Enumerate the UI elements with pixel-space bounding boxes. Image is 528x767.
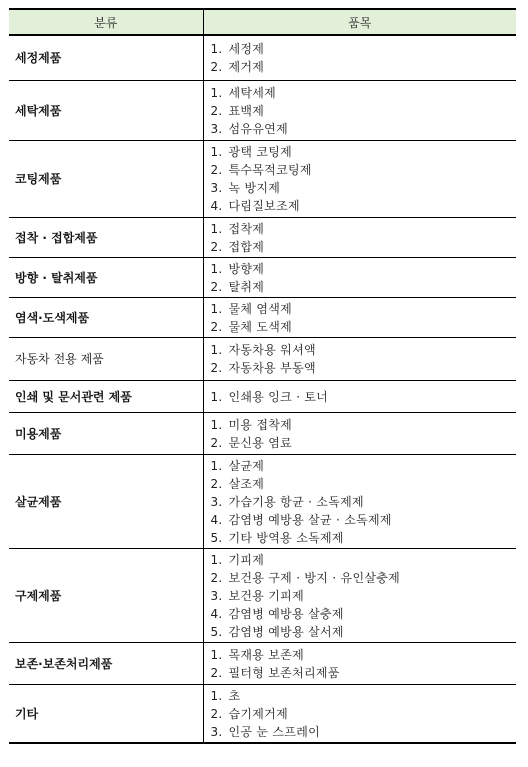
item-number: 5. xyxy=(210,530,223,545)
item-label: 제거제 xyxy=(228,60,265,75)
table-row xyxy=(9,35,516,80)
item-label: 목재용 보존제 xyxy=(228,647,304,662)
item-label: 살조제 xyxy=(228,476,265,491)
item-number: 2. xyxy=(210,665,223,680)
item-number: 4. xyxy=(210,606,223,621)
item-number: 1. xyxy=(210,458,223,473)
item-number: 2. xyxy=(210,163,223,177)
table-row xyxy=(9,80,516,140)
item-entry xyxy=(211,605,517,623)
items-cell xyxy=(203,548,516,642)
category-cell: 염색·도색제품 xyxy=(9,297,203,337)
items-cell xyxy=(203,454,516,548)
items-cell xyxy=(203,140,516,217)
item-label: 초 xyxy=(228,688,241,703)
item-entry xyxy=(211,260,517,278)
item-entry xyxy=(211,551,517,569)
item-entry xyxy=(211,300,517,318)
item-number: 2. xyxy=(210,239,223,254)
item-number: 2. xyxy=(210,103,223,118)
item-number: 1. xyxy=(210,145,223,159)
item-number: 2. xyxy=(210,319,223,334)
item-label: 탈취제 xyxy=(228,279,265,294)
item-number: 3. xyxy=(210,494,223,509)
item-label: 기타 방역용 소독제제 xyxy=(228,530,344,545)
item-entry xyxy=(211,623,517,641)
table-row xyxy=(9,642,516,684)
category-cell: 인쇄 및 문서관련 제품 xyxy=(9,380,203,412)
item-label: 접착제 xyxy=(228,221,265,236)
item-number: 1. xyxy=(210,343,223,357)
item-label: 미용 접착제 xyxy=(228,417,293,432)
item-entry xyxy=(211,120,517,138)
item-entry xyxy=(211,278,517,296)
item-label: 인공 눈 스프레이 xyxy=(228,724,320,739)
header-category: 분류 xyxy=(9,9,203,35)
item-entry xyxy=(211,493,517,511)
item-entry xyxy=(211,40,517,58)
item-number: 1. xyxy=(210,221,223,236)
item-label: 물체 염색제 xyxy=(228,301,293,316)
item-entry xyxy=(211,197,517,215)
table-body xyxy=(9,35,516,743)
category-cell: 코팅제품 xyxy=(9,140,203,217)
item-entry xyxy=(211,220,517,238)
product-classification-table xyxy=(9,8,516,744)
table-row xyxy=(9,684,516,743)
item-label: 습기제거제 xyxy=(228,706,288,721)
category-cell: 세탁제품 xyxy=(9,80,203,140)
item-number: 1. xyxy=(210,688,223,703)
item-entry xyxy=(211,143,517,161)
item-entry xyxy=(211,58,517,76)
item-label: 물체 도색제 xyxy=(228,319,293,334)
items-cell xyxy=(203,380,516,412)
item-number: 1. xyxy=(210,42,223,57)
table-row xyxy=(9,217,516,257)
item-entry xyxy=(211,318,517,336)
item-label: 방향제 xyxy=(228,261,265,276)
item-entry xyxy=(211,511,517,529)
category-cell: 세정제품 xyxy=(9,35,203,80)
items-cell xyxy=(203,80,516,140)
item-number: 3. xyxy=(210,588,223,603)
item-number: 2. xyxy=(210,361,223,375)
category-cell: 미용제품 xyxy=(9,412,203,454)
item-entry xyxy=(211,434,517,452)
item-label: 접합제 xyxy=(228,239,265,254)
item-label: 감염병 예방용 살서제 xyxy=(228,624,344,639)
item-entry xyxy=(211,416,517,434)
category-cell: 기타 xyxy=(9,684,203,743)
category-cell: 구제제품 xyxy=(9,548,203,642)
item-entry xyxy=(211,646,517,664)
category-cell: 방향 · 탈취제품 xyxy=(9,257,203,297)
category-cell: 살균제품 xyxy=(9,454,203,548)
item-entry xyxy=(211,529,517,547)
table-row xyxy=(9,257,516,297)
item-number: 4. xyxy=(210,199,223,213)
items-cell xyxy=(203,412,516,454)
item-label: 세탁세제 xyxy=(228,85,277,100)
item-number: 2. xyxy=(210,476,223,491)
item-label: 자동차용 워셔액 xyxy=(228,343,316,357)
item-number: 1. xyxy=(210,389,223,404)
item-entry xyxy=(211,664,517,682)
item-label: 문신용 염료 xyxy=(228,435,293,450)
item-entry xyxy=(211,341,517,359)
item-number: 2. xyxy=(210,60,223,75)
table-row xyxy=(9,337,516,380)
item-label: 표백제 xyxy=(228,103,265,118)
table-row xyxy=(9,380,516,412)
item-entry xyxy=(211,705,517,723)
item-number: 5. xyxy=(210,624,223,639)
item-number: 3. xyxy=(210,121,223,136)
item-label: 살균제 xyxy=(228,458,265,473)
item-number: 2. xyxy=(210,435,223,450)
item-entry xyxy=(211,723,517,741)
category-cell: 보존·보존처리제품 xyxy=(9,642,203,684)
item-entry xyxy=(211,587,517,605)
item-entry xyxy=(211,388,517,406)
item-label: 감염병 예방용 살충제 xyxy=(228,606,344,621)
items-cell xyxy=(203,297,516,337)
item-label: 광택 코팅제 xyxy=(228,145,293,159)
item-number: 1. xyxy=(210,301,223,316)
item-label: 가습기용 항균 · 소독제제 xyxy=(228,494,364,509)
item-entry xyxy=(211,687,517,705)
item-entry xyxy=(211,84,517,102)
item-number: 1. xyxy=(210,647,223,662)
table-row xyxy=(9,297,516,337)
item-entry xyxy=(211,161,517,179)
table-row xyxy=(9,548,516,642)
item-number: 2. xyxy=(210,570,223,585)
category-cell: 자동차 전용 제품 xyxy=(9,337,203,380)
item-number: 1. xyxy=(210,552,223,567)
item-entry xyxy=(211,569,517,587)
items-cell xyxy=(203,257,516,297)
item-label: 세정제 xyxy=(228,42,265,57)
table-row xyxy=(9,454,516,548)
item-label: 보건용 기피제 xyxy=(228,588,304,603)
item-label: 필터형 보존처리제품 xyxy=(228,665,340,680)
table-row xyxy=(9,140,516,217)
item-label: 녹 방지제 xyxy=(228,181,281,195)
item-entry xyxy=(211,475,517,493)
table-header-row xyxy=(9,9,516,35)
header-items: 품목 xyxy=(203,9,516,35)
item-number: 1. xyxy=(210,261,223,276)
item-label: 기피제 xyxy=(228,552,265,567)
items-cell xyxy=(203,642,516,684)
items-cell xyxy=(203,684,516,743)
item-number: 2. xyxy=(210,279,223,294)
item-number: 4. xyxy=(210,512,223,527)
item-entry xyxy=(211,179,517,197)
items-cell xyxy=(203,35,516,80)
item-label: 다림질보조제 xyxy=(228,199,300,213)
items-cell xyxy=(203,337,516,380)
item-number: 3. xyxy=(210,724,223,739)
item-number: 3. xyxy=(210,181,223,195)
item-entry xyxy=(211,102,517,120)
category-cell: 접착 · 접합제품 xyxy=(9,217,203,257)
item-label: 특수목적코팅제 xyxy=(228,163,312,177)
item-entry xyxy=(211,238,517,256)
item-number: 1. xyxy=(210,85,223,100)
item-label: 인쇄용 잉크 · 토너 xyxy=(228,389,329,404)
item-entry xyxy=(211,457,517,475)
item-number: 1. xyxy=(210,417,223,432)
item-entry xyxy=(211,359,517,377)
items-cell xyxy=(203,217,516,257)
item-label: 감염병 예방용 살균 · 소독제제 xyxy=(228,512,392,527)
table-row xyxy=(9,412,516,454)
item-label: 섬유유연제 xyxy=(228,121,288,136)
item-label: 자동차용 부동액 xyxy=(228,361,316,375)
item-number: 2. xyxy=(210,706,223,721)
item-label: 보건용 구제 · 방지 · 유인살충제 xyxy=(228,570,401,585)
